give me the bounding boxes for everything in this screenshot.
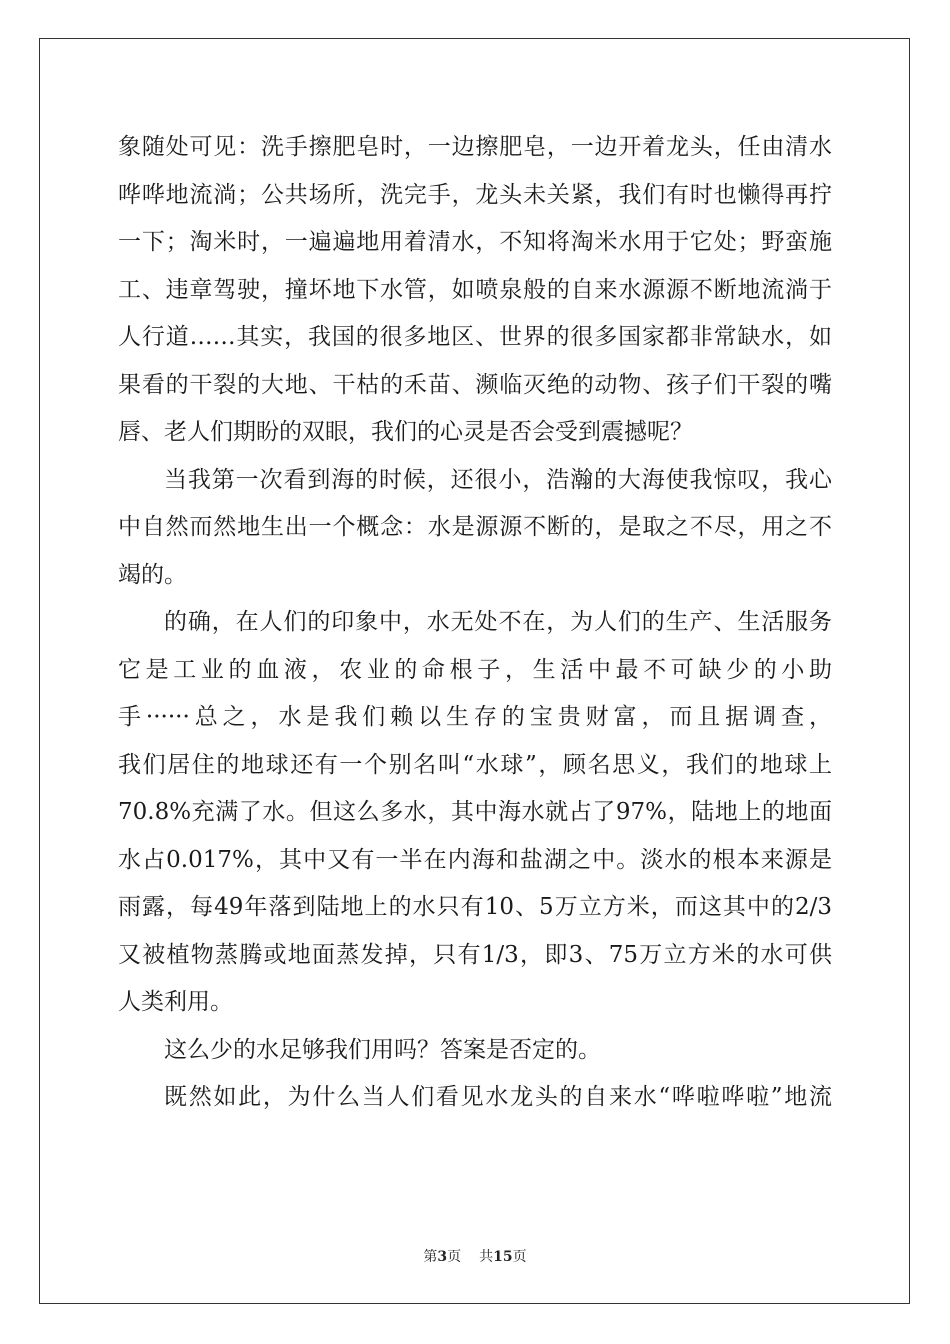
current-page-number: 3 bbox=[437, 1249, 448, 1265]
text-line: 水占0.017%，其中又有一半在内海和盐湖之中。淡水的根本来源是 bbox=[118, 846, 832, 873]
page-label-suffix: 页 bbox=[447, 1249, 462, 1265]
text-line: 唇、老人们期盼的双眼，我们的心灵是否会受到震撼呢？ bbox=[118, 419, 693, 445]
text-line: 果看的干裂的大地、干枯的禾苗、濒临灭绝的动物、孩子们干裂的嘴 bbox=[118, 371, 832, 398]
text-line: 又被植物蒸腾或地面蒸发掉，只有1/3，即3、75万立方米的水可供 bbox=[118, 941, 832, 968]
text-line: 竭的。 bbox=[118, 561, 187, 588]
text-line: 既然如此，为什么当人们看见水龙头的自来水“哗啦哗啦”地流 bbox=[164, 1084, 832, 1110]
text-line: 这么少的水足够我们用吗？答案是否定的。 bbox=[164, 1036, 601, 1063]
text-line: 人行道……其实，我国的很多地区、世界的很多国家都非常缺水，如 bbox=[118, 324, 832, 350]
text-line: 象随处可见：洗手擦肥皂时，一边擦肥皂，一边开着龙头，任由清水 bbox=[118, 134, 832, 160]
document-body bbox=[118, 124, 832, 1122]
text-line: 哗哗地流淌；公共场所，洗完手，龙头未关紧，我们有时也懒得再拧 bbox=[118, 181, 832, 208]
total-label-suffix: 页 bbox=[512, 1249, 527, 1265]
page-footer bbox=[0, 1246, 950, 1266]
text-line: 一下；淘米时，一遍遍地用着清水，不知将淘米水用于它处；野蛮施 bbox=[118, 229, 832, 255]
page-label-prefix: 第 bbox=[423, 1249, 438, 1265]
text-line: 70.8%充满了水。但这么多水，其中海水就占了97%，陆地上的地面 bbox=[118, 799, 832, 825]
text-line: 人类利用。 bbox=[118, 989, 233, 1015]
text-line: 我们居住的地球还有一个别名叫“水球”，顾名思义，我们的地球上 bbox=[118, 751, 832, 778]
text-line: 手······总之，水是我们赖以生存的宝贵财富，而且据调查， bbox=[118, 704, 832, 730]
text-line: 它是工业的血液，农业的命根子，生活中最不可缺少的小助 bbox=[118, 656, 832, 683]
text-line: 雨露，每49年落到陆地上的水只有10、5万立方米，而这其中的2/3 bbox=[118, 894, 832, 920]
text-line: 当我第一次看到海的时候，还很小，浩瀚的大海使我惊叹，我心 bbox=[164, 466, 832, 493]
text-line: 的确，在人们的印象中，水无处不在，为人们的生产、生活服务 bbox=[164, 609, 832, 635]
total-pages-number: 15 bbox=[493, 1249, 513, 1265]
total-label-prefix: 共 bbox=[479, 1249, 494, 1265]
text-line: 中自然而然地生出一个概念：水是源源不断的，是取之不尽，用之不 bbox=[118, 514, 832, 540]
text-line: 工、违章驾驶，撞坏地下水管，如喷泉般的自来水源源不断地流淌于 bbox=[118, 276, 832, 303]
